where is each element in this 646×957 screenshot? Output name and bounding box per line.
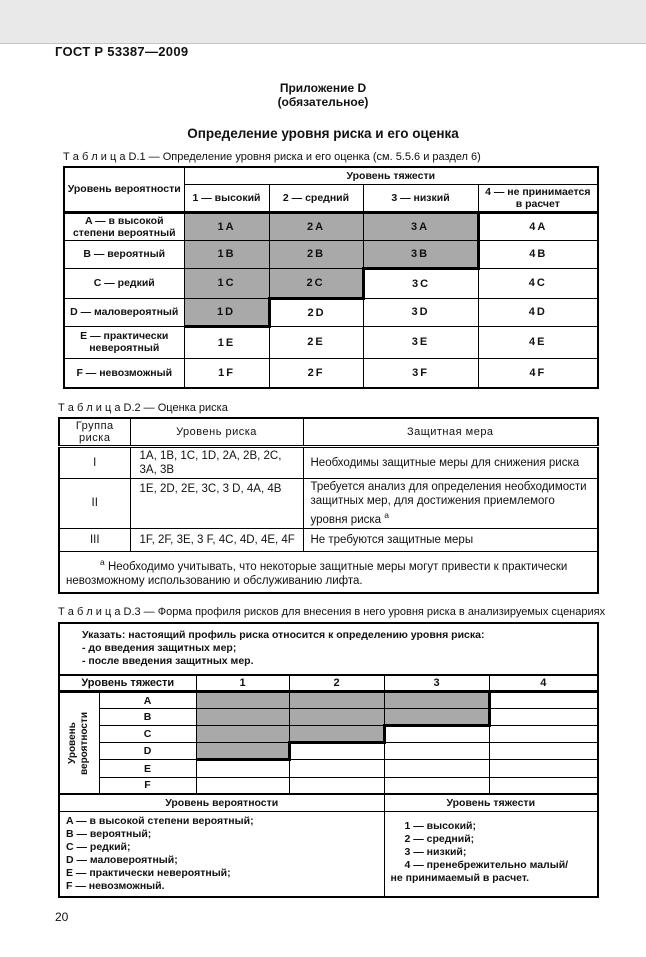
profile-cell [489, 743, 598, 760]
risk-cell: 2D [269, 298, 363, 326]
instruction-cell [59, 623, 598, 675]
d1-row-b [64, 240, 598, 268]
profile-cell [289, 743, 384, 760]
instruction-title: Указать: настоящий профиль риска относится к определению уровня риска: [82, 628, 485, 641]
risk-cell: 3F [363, 358, 478, 388]
appendix-heading [0, 81, 646, 109]
risk-cell: 3D [363, 298, 478, 326]
risk-cell: 3B [363, 240, 478, 268]
probability-legend [59, 811, 384, 897]
d1-row-f [64, 358, 598, 388]
d1-row-c [64, 268, 598, 298]
row-letter: C [99, 726, 196, 743]
legend-item-continuation: не принимаемый в расчет. [390, 871, 530, 884]
risk-cell: 3C [363, 268, 478, 298]
legend-item: F — невозможный. [66, 879, 165, 892]
risk-cell: 1B [184, 240, 269, 268]
row-letter: D [99, 743, 196, 760]
table-d2-caption: Т а б л и ц а D.2 — Оценка риска [58, 402, 228, 414]
risk-cell: 4D [478, 298, 598, 326]
table-d3-caption: Т а б л и ц а D.3 — Форма профиля рисков для внесения в него уровня риска в анализируемых сценариях [58, 605, 606, 618]
profile-cell [489, 709, 598, 726]
d3-legend-row [59, 811, 598, 897]
risk-cell: 1F [184, 358, 269, 388]
profile-cell [196, 777, 289, 794]
legend-item: B — вероятный; [66, 827, 152, 840]
d3-row-a [59, 692, 598, 709]
profile-cell [289, 692, 384, 709]
d3-row-b [59, 709, 598, 726]
profile-cell [384, 709, 489, 726]
legend-item: C — редкий; [66, 840, 131, 853]
d2-col-header-measure: Защитная мера [303, 418, 598, 447]
appendix-title: Приложение D [279, 81, 367, 95]
d3-col-header-4: 4 [489, 675, 598, 692]
d3-severity-header: Уровень тяжести [59, 675, 196, 692]
d2-col-header-group: Группа риска [59, 418, 130, 447]
d2-row-3 [59, 528, 598, 551]
row-letter: F [99, 777, 196, 794]
legend-item: 2 — средний; [404, 832, 475, 845]
risk-group: III [59, 528, 130, 551]
risk-cell: 2E [269, 326, 363, 358]
d3-header-row [59, 675, 598, 692]
page-number: 20 [55, 909, 69, 924]
profile-cell [289, 709, 384, 726]
table-d1-caption: Т а б л и ц а D.1 — Определение уровня риска и его оценка (см. 5.5.6 и раздел 6) [63, 151, 481, 163]
risk-levels: 1A, 1B, 1C, 1D, 2A, 2B, 2C, 3A, 3B [130, 447, 303, 479]
d1-col-header-4: 4 — не принимается в расчет [478, 184, 598, 212]
risk-group: II [59, 479, 130, 529]
profile-cell [489, 777, 598, 794]
profile-cell [384, 743, 489, 760]
profile-cell [289, 760, 384, 777]
legend-item: 4 — пренебрежительно малый/ [404, 858, 569, 871]
risk-cell: 1C [184, 268, 269, 298]
section-title: Определение уровня риска и его оценка [187, 126, 459, 141]
table-d1 [63, 166, 599, 389]
risk-cell: 2C [269, 268, 363, 298]
footnote-text: $^а$ Необходимо учитывать, что некоторые защитные меры могут привести к практически невозможному использованию и обслуживанию лифта. [66, 556, 568, 587]
row-label: F — невозможный [64, 358, 184, 388]
row-label: E — практически невероятный [64, 326, 184, 358]
appendix-subtitle: (обязательное) [277, 95, 369, 109]
d2-footnote-row [59, 551, 598, 592]
d3-col-header-3: 3 [384, 675, 489, 692]
d1-severity-span-row [64, 167, 598, 184]
risk-cell: 1E [184, 326, 269, 358]
profile-cell [196, 760, 289, 777]
d3-row-e [59, 760, 598, 777]
d3-footer-row [59, 794, 598, 811]
row-label: B — вероятный [64, 240, 184, 268]
risk-levels: 1E, 2D, 2E, 3C, 3 D, 4A, 4B [130, 479, 303, 529]
risk-cell: 4B [478, 240, 598, 268]
d3-col-header-1: 1 [196, 675, 289, 692]
profile-cell [384, 692, 489, 709]
profile-cell [196, 743, 289, 760]
profile-cell [489, 760, 598, 777]
legend-item: 1 — высокий; [404, 819, 477, 832]
d3-row-d [59, 743, 598, 760]
risk-cell: 2A [269, 212, 363, 240]
row-letter: B [99, 709, 196, 726]
risk-levels: 1F, 2F, 3E, 3 F, 4C, 4D, 4E, 4F [130, 528, 303, 551]
d1-severity-header: Уровень тяжести [184, 167, 598, 184]
protective-measure: Необходимы защитные меры для снижения риска [303, 447, 598, 479]
profile-cell [196, 709, 289, 726]
d2-row-1 [59, 447, 598, 479]
legend-item: A — в высокой степени вероятный; [66, 814, 254, 827]
risk-group: I [59, 447, 130, 479]
d2-row-2 [59, 479, 598, 529]
profile-cell [196, 726, 289, 743]
risk-cell: 3A [363, 212, 478, 240]
footer-severity-label: Уровень тяжести [384, 794, 598, 811]
row-letter: E [99, 760, 196, 777]
d1-row-e [64, 326, 598, 358]
risk-cell: 2F [269, 358, 363, 388]
footnote-reference: а [384, 510, 389, 520]
risk-cell: 4C [478, 268, 598, 298]
row-letter: A [99, 692, 196, 709]
risk-cell: 2B [269, 240, 363, 268]
probability-axis-label-cell [59, 692, 99, 795]
profile-cell [289, 726, 384, 743]
d1-corner-header: Уровень вероятности [64, 167, 184, 212]
d3-instruction-row [59, 623, 598, 675]
profile-cell [384, 777, 489, 794]
profile-cell [289, 777, 384, 794]
row-label: C — редкий [64, 268, 184, 298]
profile-cell [196, 692, 289, 709]
footer-probability-label: Уровень вероятности [59, 794, 384, 811]
instruction-item: - до введения защитных мер; [82, 641, 237, 654]
risk-cell: 4F [478, 358, 598, 388]
d2-col-header-level: Уровень риска [130, 418, 303, 447]
d3-row-c [59, 726, 598, 743]
table-d2 [58, 417, 599, 594]
profile-cell [384, 726, 489, 743]
profile-cell [489, 692, 598, 709]
risk-cell: 1D [184, 298, 269, 326]
probability-axis-label: Уровень вероятности [67, 711, 91, 775]
legend-item: E — практически невероятный; [66, 866, 231, 879]
protective-measure: Не требуются защитные меры [303, 528, 598, 551]
table-d3 [58, 622, 599, 898]
legend-item: D — маловероятный; [66, 853, 178, 866]
risk-cell: 4A [478, 212, 598, 240]
d3-row-f [59, 777, 598, 794]
d2-header-row [59, 418, 598, 447]
legend-item: 3 — низкий; [404, 845, 467, 858]
d1-row-a [64, 212, 598, 240]
d3-col-header-2: 2 [289, 675, 384, 692]
footnote-cell [59, 551, 598, 592]
d1-col-header-1: 1 — высокий [184, 184, 269, 212]
standard-code: ГОСТ Р 53387—2009 [55, 44, 189, 59]
severity-legend [384, 811, 598, 897]
d1-col-header-2: 2 — средний [269, 184, 363, 212]
row-label: A — в высокой степени вероятный [64, 212, 184, 240]
d1-col-header-3: 3 — низкий [363, 184, 478, 212]
row-label: D — маловероятный [64, 298, 184, 326]
instruction-item: - после введения защитных мер. [82, 654, 254, 667]
risk-cell: 3E [363, 326, 478, 358]
document-page [0, 44, 646, 957]
d1-row-d [64, 298, 598, 326]
footnote-marker: а [100, 556, 105, 567]
protective-measure: Требуется анализ для определения необходимости защитных мер, для достижения приемлемого уровня риска $^а$ [303, 479, 598, 529]
profile-cell [384, 760, 489, 777]
risk-cell: 1A [184, 212, 269, 240]
risk-cell: 4E [478, 326, 598, 358]
profile-cell [489, 726, 598, 743]
